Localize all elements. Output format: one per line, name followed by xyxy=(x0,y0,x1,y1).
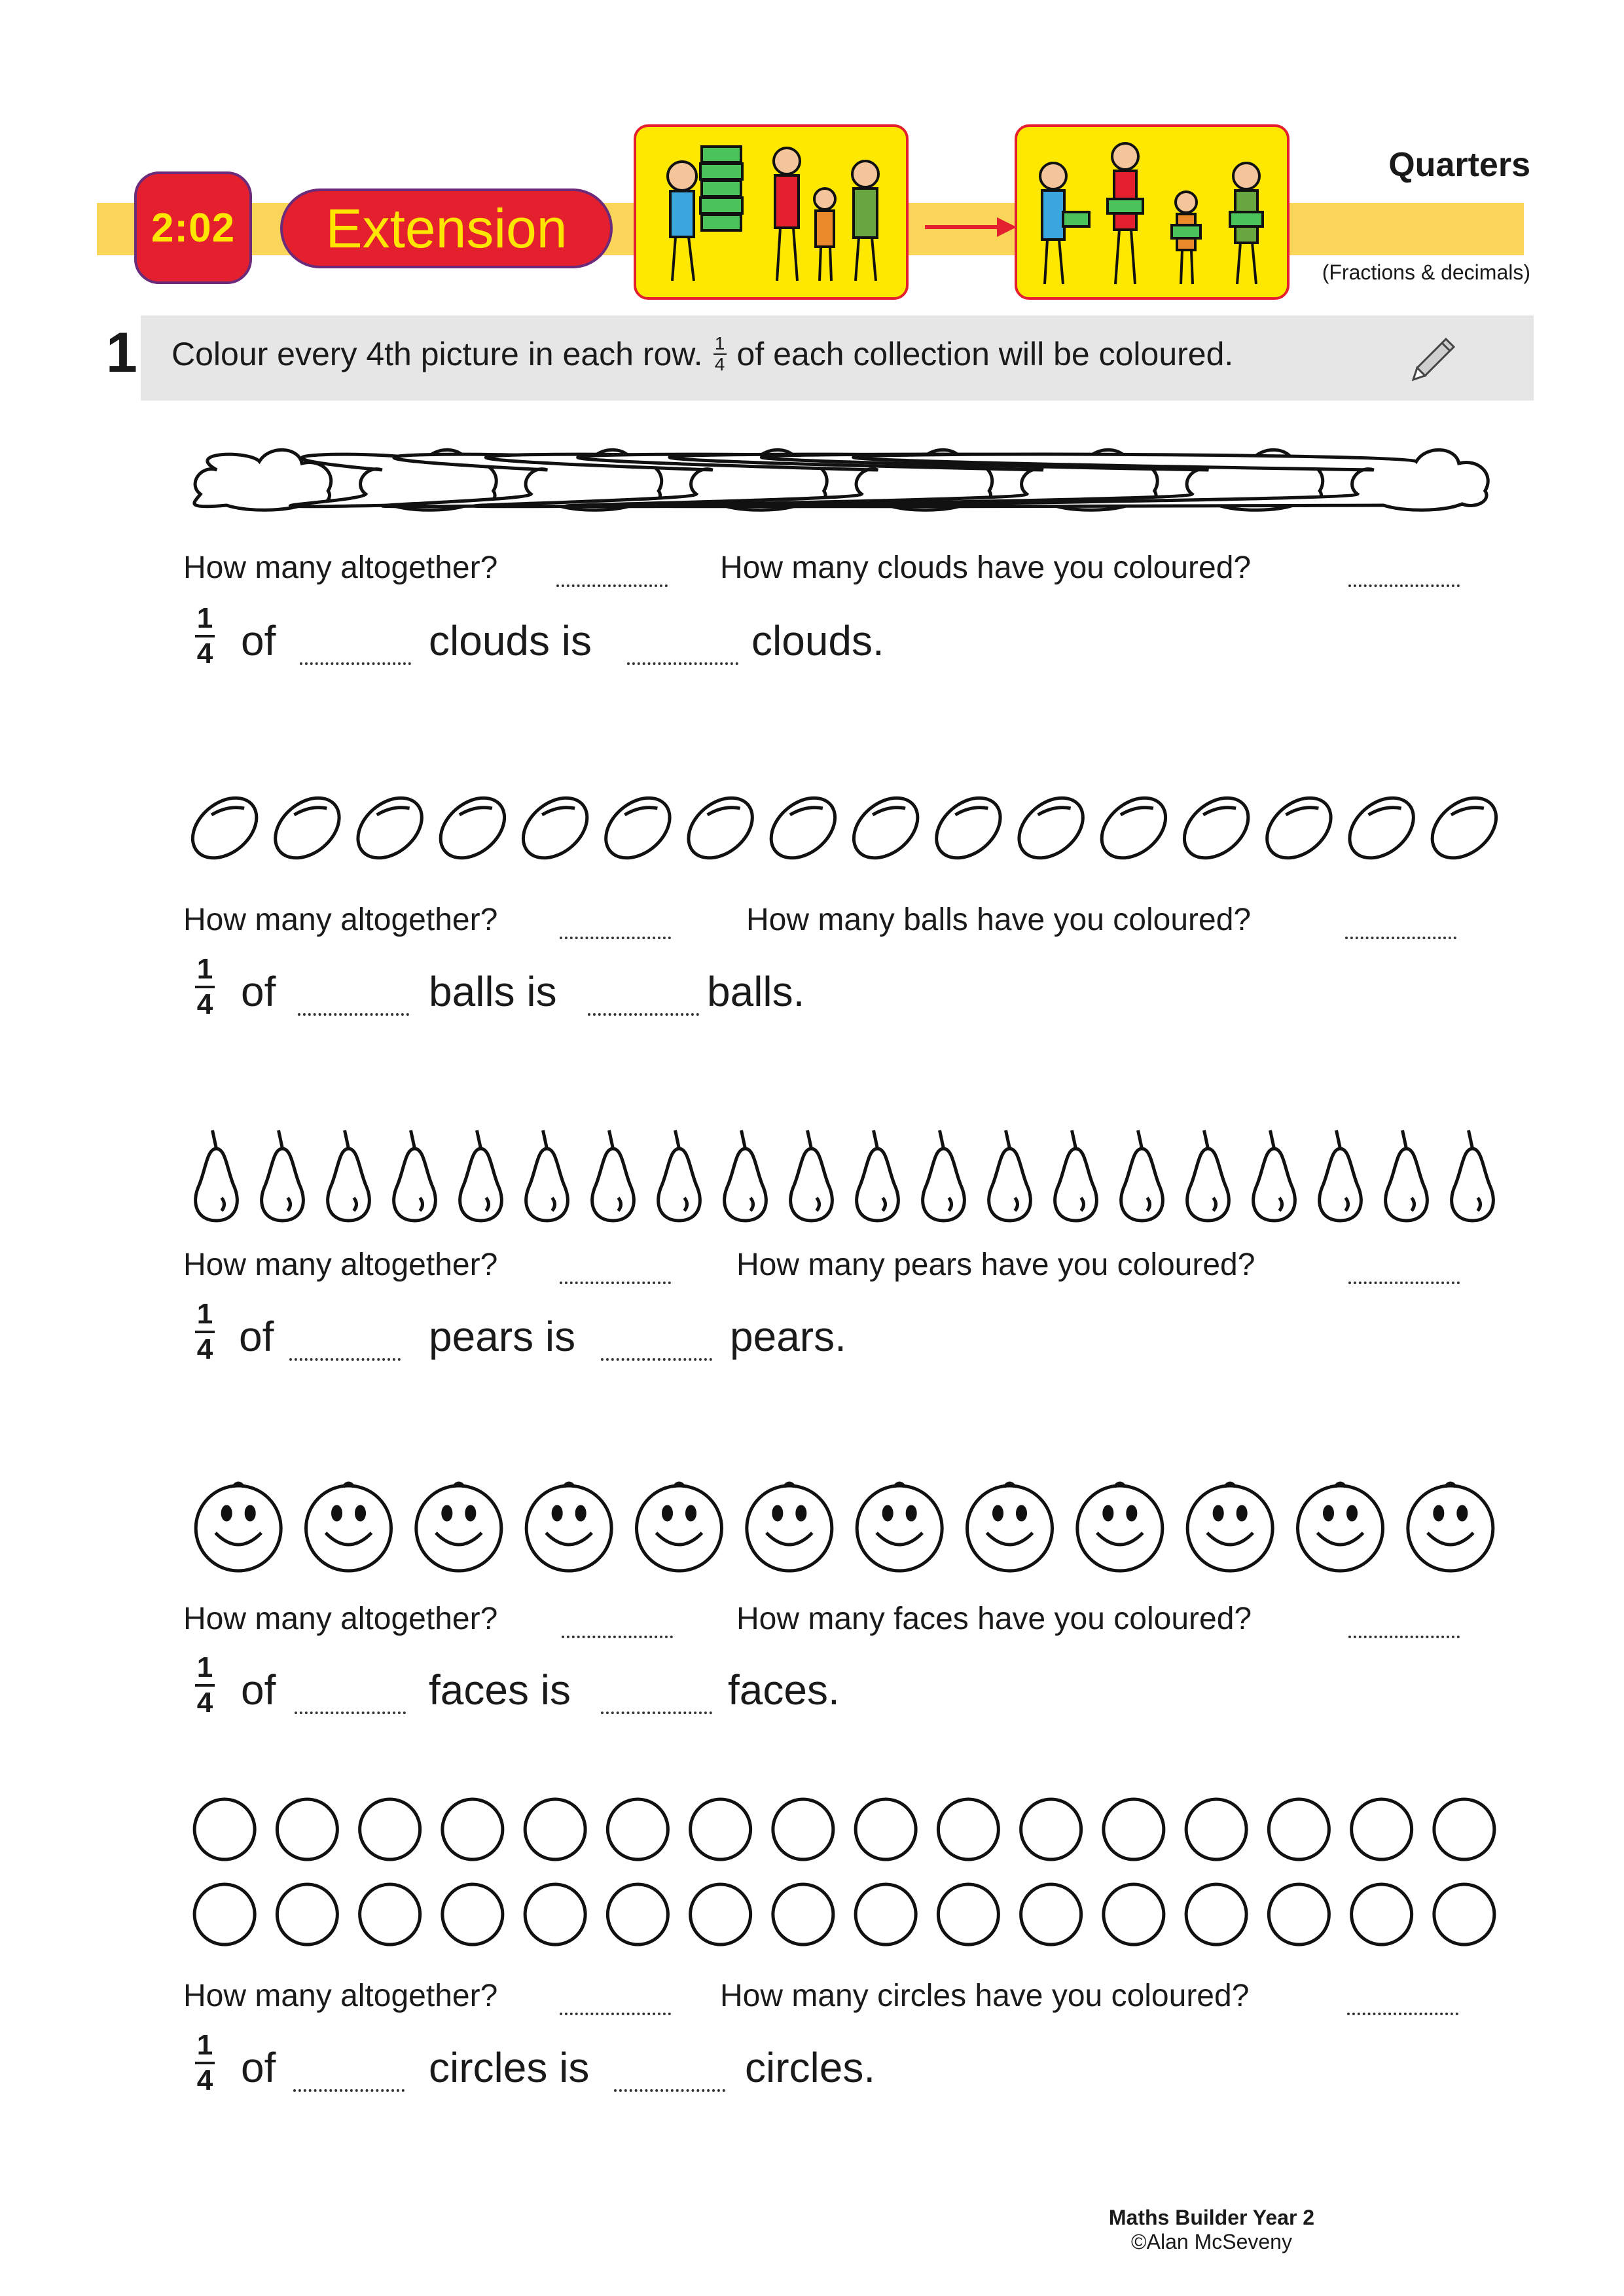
smiley-face-icon[interactable] xyxy=(416,1483,501,1571)
circles-grid xyxy=(183,1797,1506,1947)
ball-icon[interactable] xyxy=(594,786,681,870)
pear-icon[interactable] xyxy=(923,1130,965,1221)
row1-whole-answer[interactable] xyxy=(300,662,411,665)
pear-icon[interactable] xyxy=(328,1130,370,1221)
circle-icon[interactable] xyxy=(856,1884,916,1945)
row5-coloured-answer[interactable] xyxy=(1347,2013,1458,2015)
pear-icon[interactable] xyxy=(262,1130,304,1221)
pear-icon[interactable] xyxy=(1121,1130,1163,1221)
row4-fraction: 1 4 xyxy=(195,1653,215,1718)
circle-icon[interactable] xyxy=(1434,1799,1494,1859)
row3-fraction: 1 4 xyxy=(195,1299,215,1365)
clouds-row xyxy=(183,432,1506,524)
faces-row xyxy=(183,1473,1506,1577)
ball-icon[interactable] xyxy=(759,786,846,870)
circle-icon[interactable] xyxy=(1021,1799,1081,1859)
row5-total-answer[interactable] xyxy=(560,2013,671,2015)
pear-icon[interactable] xyxy=(460,1130,502,1221)
circle-icon[interactable] xyxy=(1104,1799,1164,1859)
smiley-face-icon[interactable] xyxy=(306,1483,391,1571)
row4-total-question: How many altogether? xyxy=(183,1602,498,1636)
circle-icon[interactable] xyxy=(773,1799,833,1859)
circle-icon[interactable] xyxy=(1269,1799,1329,1859)
row2-quarter-answer[interactable] xyxy=(588,1013,699,1016)
fraction-numerator: 1 xyxy=(714,333,725,353)
ball-icon[interactable] xyxy=(183,786,268,870)
circle-icon[interactable] xyxy=(773,1884,833,1945)
row1-is-text: clouds is xyxy=(429,617,592,664)
footer-copyright: ©Alan McSeveny xyxy=(1131,2230,1292,2253)
row5-fraction: 1 4 xyxy=(195,2030,215,2096)
instruction-fraction xyxy=(713,334,727,374)
circle-icon[interactable] xyxy=(277,1799,337,1859)
pear-icon[interactable] xyxy=(725,1130,767,1221)
smiley-face-icon[interactable] xyxy=(196,1483,281,1571)
smiley-face-icon[interactable] xyxy=(967,1483,1053,1571)
ball-icon[interactable] xyxy=(512,786,599,870)
row5-end-text: circles. xyxy=(745,2044,876,2091)
circle-icon[interactable] xyxy=(1269,1884,1329,1945)
circle-icon[interactable] xyxy=(1352,1799,1412,1859)
row3-total-answer[interactable] xyxy=(560,1282,671,1284)
row5-is-text: circles is xyxy=(429,2044,590,2091)
smiley-face-icon[interactable] xyxy=(1187,1483,1272,1571)
balls-row xyxy=(183,782,1506,874)
circle-icon[interactable] xyxy=(525,1799,585,1859)
cartoon-boxes-shared-image xyxy=(1015,124,1290,300)
row4-coloured-answer[interactable] xyxy=(1348,1636,1460,1638)
pear-icon[interactable] xyxy=(1386,1130,1428,1221)
smiley-face-icon[interactable] xyxy=(1298,1483,1383,1571)
ball-icon[interactable] xyxy=(1255,786,1343,870)
pear-icon[interactable] xyxy=(857,1130,899,1221)
row1-of: of xyxy=(241,617,276,664)
pear-icon[interactable] xyxy=(791,1130,833,1221)
row3-quarter-answer[interactable] xyxy=(601,1358,712,1361)
pear-icon[interactable] xyxy=(526,1130,568,1221)
row3-coloured-question: How many pears have you coloured? xyxy=(736,1247,1255,1282)
ball-icon[interactable] xyxy=(1338,786,1425,870)
arrow-right-icon xyxy=(922,211,1020,243)
row5-total-question: How many altogether? xyxy=(183,1979,498,2013)
ball-icon[interactable] xyxy=(346,786,433,870)
pear-icon[interactable] xyxy=(659,1130,700,1221)
circle-icon[interactable] xyxy=(938,1884,998,1945)
circle-icon[interactable] xyxy=(607,1884,668,1945)
ball-icon[interactable] xyxy=(429,786,516,870)
row3-of: of xyxy=(239,1313,274,1360)
row1-coloured-answer[interactable] xyxy=(1348,584,1460,587)
circle-icon[interactable] xyxy=(442,1799,503,1859)
row5-whole-answer[interactable] xyxy=(293,2089,405,2092)
pear-icon[interactable] xyxy=(1452,1130,1494,1221)
smiley-face-icon[interactable] xyxy=(637,1483,722,1571)
circle-icon[interactable] xyxy=(1021,1884,1081,1945)
circle-icon[interactable] xyxy=(525,1884,585,1945)
row1-end-text: clouds. xyxy=(751,617,884,664)
section-label: Extension xyxy=(280,188,613,268)
circle-icon[interactable] xyxy=(1186,1799,1246,1859)
row4-coloured-question: How many faces have you coloured? xyxy=(736,1602,1252,1636)
row2-whole-answer[interactable] xyxy=(298,1013,409,1016)
topic-subtitle: (Fractions & decimals) xyxy=(1322,260,1530,284)
pear-icon[interactable] xyxy=(196,1130,238,1221)
question-number: 1 xyxy=(106,321,137,384)
row2-total-question: How many altogether? xyxy=(183,903,498,937)
pear-icon[interactable] xyxy=(1187,1130,1229,1221)
pear-icon[interactable] xyxy=(394,1130,436,1221)
row4-total-answer[interactable] xyxy=(562,1636,673,1638)
row2-total-answer[interactable] xyxy=(560,937,671,939)
pears-row xyxy=(183,1122,1506,1227)
row3-coloured-answer[interactable] xyxy=(1348,1282,1460,1284)
row1-coloured-question: How many clouds have you coloured? xyxy=(720,550,1252,585)
row4-whole-answer[interactable] xyxy=(295,1712,406,1714)
row5-quarter-answer[interactable] xyxy=(614,2089,725,2092)
row2-fraction: 1 4 xyxy=(195,954,215,1020)
row1-total-answer[interactable] xyxy=(556,584,668,587)
smiley-face-icon[interactable] xyxy=(747,1483,832,1571)
ball-icon[interactable] xyxy=(1007,786,1094,870)
circle-icon[interactable] xyxy=(1434,1884,1494,1945)
circle-icon[interactable] xyxy=(1186,1884,1246,1945)
circle-icon[interactable] xyxy=(194,1884,255,1945)
row2-coloured-question: How many balls have you coloured? xyxy=(746,903,1252,937)
cartoon-boxes-stacked-image xyxy=(634,124,909,300)
footer-book-title: Maths Builder Year 2 xyxy=(1108,2206,1315,2229)
smiley-face-icon[interactable] xyxy=(526,1483,611,1571)
ball-icon[interactable] xyxy=(264,786,351,870)
row5-coloured-question: How many circles have you coloured? xyxy=(720,1979,1250,2013)
ball-icon[interactable] xyxy=(1173,786,1260,870)
smiley-face-icon[interactable] xyxy=(1408,1483,1493,1571)
pear-icon[interactable] xyxy=(989,1130,1031,1221)
circle-icon[interactable] xyxy=(856,1799,916,1859)
instruction-text xyxy=(171,334,1233,374)
pear-icon[interactable] xyxy=(1055,1130,1097,1221)
circle-icon[interactable] xyxy=(691,1884,751,1945)
instruction-after: of each collection will be coloured. xyxy=(736,336,1234,372)
pear-icon[interactable] xyxy=(592,1130,634,1221)
ball-icon[interactable] xyxy=(1090,786,1177,870)
lesson-code-badge: 2:02 xyxy=(134,171,252,284)
row1-quarter-answer[interactable] xyxy=(627,662,738,665)
circle-icon[interactable] xyxy=(277,1884,337,1945)
circle-icon[interactable] xyxy=(691,1799,751,1859)
row2-of: of xyxy=(241,968,276,1015)
row2-end-text: balls. xyxy=(707,968,805,1015)
circle-icon[interactable] xyxy=(442,1884,503,1945)
footer xyxy=(1081,2206,1343,2254)
circle-icon[interactable] xyxy=(360,1799,420,1859)
row3-end-text: pears. xyxy=(730,1313,846,1360)
row4-end-text: faces. xyxy=(728,1666,840,1713)
row3-is-text: pears is xyxy=(429,1313,576,1360)
ball-icon[interactable] xyxy=(842,786,929,870)
row3-total-question: How many altogether? xyxy=(183,1247,498,1282)
pear-icon[interactable] xyxy=(1254,1130,1295,1221)
pencil-icon xyxy=(1404,327,1463,386)
circle-icon[interactable] xyxy=(938,1799,998,1859)
row3-whole-answer[interactable] xyxy=(289,1358,401,1361)
ball-icon[interactable] xyxy=(1420,786,1506,870)
circle-icon[interactable] xyxy=(607,1799,668,1859)
ball-icon[interactable] xyxy=(677,786,764,870)
fraction-denominator: 4 xyxy=(714,354,725,374)
row2-coloured-answer[interactable] xyxy=(1345,937,1456,939)
smiley-face-icon[interactable] xyxy=(1077,1483,1163,1571)
topic-title: Quarters xyxy=(1388,146,1530,184)
row4-quarter-answer[interactable] xyxy=(601,1712,712,1714)
circle-icon[interactable] xyxy=(194,1799,255,1859)
row1-fraction: 1 4 xyxy=(195,603,215,669)
row1-total-question: How many altogether? xyxy=(183,550,498,585)
smiley-face-icon[interactable] xyxy=(857,1483,942,1571)
row5-of: of xyxy=(241,2044,276,2091)
circle-icon[interactable] xyxy=(1352,1884,1412,1945)
ball-icon[interactable] xyxy=(925,786,1012,870)
row2-is-text: balls is xyxy=(429,968,557,1015)
row4-is-text: faces is xyxy=(429,1666,571,1713)
circle-icon[interactable] xyxy=(1104,1884,1164,1945)
circle-icon[interactable] xyxy=(360,1884,420,1945)
instruction-before: Colour every 4th picture in each row. xyxy=(171,336,703,372)
row4-of: of xyxy=(241,1666,276,1713)
pear-icon[interactable] xyxy=(1320,1130,1362,1221)
